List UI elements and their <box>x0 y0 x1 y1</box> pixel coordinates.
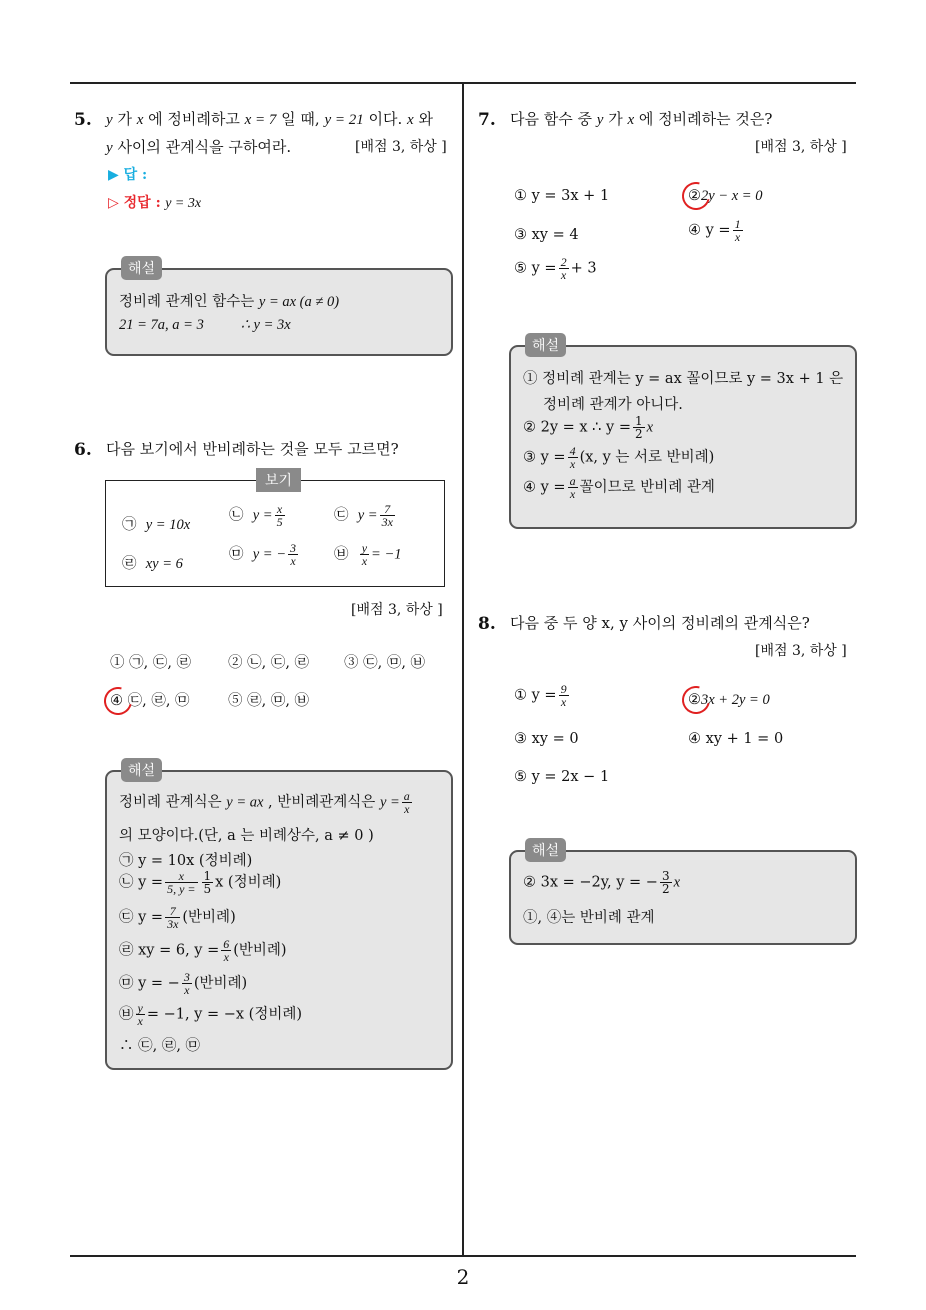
solution-tag: 해설 <box>525 838 566 862</box>
solution-line: ㉢ y = $\frac{7}{3x}$ (반비례) <box>119 904 236 931</box>
bogi-tag: 보기 <box>256 468 301 492</box>
question-number: 8. <box>478 614 496 634</box>
question-number: 6. <box>74 440 92 460</box>
solution-line: ㉠ y = 10x (정비례) <box>119 853 253 869</box>
option-1[interactable]: ① ㉠, ㉢, ㉣ <box>110 655 192 671</box>
solution-box <box>509 338 857 529</box>
solution-line: ㉤ y = − $\frac{3}{x}$ (반비례) <box>119 970 248 997</box>
option-2-selected[interactable]: ②2y − x = 0 <box>688 188 763 204</box>
question-text: 다음 중 두 양 x, y 사이의 정비례의 관계식은? <box>510 614 810 632</box>
bogi-box <box>105 473 445 587</box>
solution-line: ㉣ xy = 6, y = $\frac{6}{x}$ (반비례) <box>119 937 287 964</box>
option-3[interactable]: ③ ㉢, ㉤, ㉥ <box>344 655 426 671</box>
score-label: [배점 3, 하상 ] <box>351 602 443 618</box>
option-1[interactable]: ① y = 3x + 1 <box>514 188 610 204</box>
option-5[interactable]: ⑤ ㉣, ㉤, ㉥ <box>228 693 310 709</box>
page-number: 2 <box>456 1265 470 1289</box>
solution-line: ①, ④는 반비례 관계 <box>523 910 655 926</box>
option-2-selected[interactable]: ②3x + 2y = 0 <box>688 692 770 708</box>
solution-tag: 해설 <box>121 256 162 280</box>
option-1[interactable]: ① y = $\frac{9}{x}$ <box>514 682 567 709</box>
option-3[interactable]: ③ xy = 0 <box>514 731 579 747</box>
correct-answer: ▷ 정답 : y = 3x <box>108 195 202 211</box>
solution-tag: 해설 <box>121 758 162 782</box>
solution-line: 정비례 관계가 아니다. <box>543 397 683 413</box>
bogi-item: ㉤ y = − $\frac{3}{x}$ <box>229 541 296 568</box>
solution-line: ∴ ㉢, ㉣, ㉤ <box>119 1038 201 1054</box>
bogi-item: ㉢ y = $\frac{7}{3x}$ <box>334 502 393 529</box>
option-3[interactable]: ③ xy = 4 <box>514 227 579 243</box>
solution-line: ㉥ $\frac{y}{x}$ = −1, y = −x (정비례) <box>119 1001 303 1028</box>
solution-box <box>509 843 857 945</box>
answer-label: ▶ 답 : <box>108 167 148 183</box>
solution-line: 21 = 7a, a = 3 ∴ y = 3x <box>119 317 291 333</box>
bogi-item: ㉥ $\frac{y}{x}$ = −1 <box>334 541 402 568</box>
solution-box <box>105 763 453 1070</box>
solution-line: 정비례 관계식은 y = ax , 반비례관계식은 y = $\frac{a}{x}$ <box>119 789 410 816</box>
bogi-item: ㉠ y = 10x <box>122 517 191 533</box>
question-text: 다음 보기에서 반비례하는 것을 모두 고르면? <box>106 440 399 458</box>
solution-line: ② 2y = x ∴ y = $\frac{1}{2}$ x <box>523 414 654 441</box>
bottom-rule <box>70 1255 856 1257</box>
score-label: [배점 3, 하상 ] <box>755 139 847 155</box>
answer-circle-icon: ② <box>688 692 701 708</box>
solution-line: ④ y = $\frac{a}{x}$ 꼴이므로 반비례 관계 <box>523 474 715 501</box>
bogi-item: ㉣ xy = 6 <box>122 556 183 572</box>
column-divider <box>462 82 464 1257</box>
answer-circle-icon: ② <box>688 188 701 204</box>
question-text: 다음 함수 중 y 가 x 에 정비례하는 것은? <box>510 110 773 128</box>
solution-line: ① 정비례 관계는 y = ax 꼴이므로 y = 3x + 1 은 <box>523 371 844 387</box>
option-2[interactable]: ② ㉡, ㉢, ㉣ <box>228 655 310 671</box>
solution-line: 의 모양이다.(단, a 는 비례상수, a ≠ 0 ) <box>119 828 374 844</box>
score-label: [배점 3, 하상 ] <box>355 139 447 155</box>
question-number: 7. <box>478 110 496 130</box>
solution-line: 정비례 관계인 함수는 y = ax (a ≠ 0) <box>119 294 340 310</box>
question-text: y 가 x 에 정비례하고 x = 7 일 때, y = 21 이다. x 와 y 사이의 관계식을 구하여라. <box>106 110 433 156</box>
solution-line: ② 3x = −2y, y = − $\frac{3}{2}$ x <box>523 869 681 896</box>
question-number: 5. <box>74 110 92 130</box>
solution-tag: 해설 <box>525 333 566 357</box>
score-label: [배점 3, 하상 ] <box>755 643 847 659</box>
bogi-item: ㉡ y = $\frac{x}{5}$ <box>229 502 283 529</box>
solution-line: ㉡ y = $\frac{x}{5, y =}$ $\frac{1}{5}$ x (정비례) <box>119 869 282 896</box>
option-5[interactable]: ⑤ y = $\frac{2}{x}$ + 3 <box>514 255 597 282</box>
solution-line: ③ y = $\frac{4}{x}$ (x, y 는 서로 반비례) <box>523 444 715 471</box>
answer-circle-icon: ④ <box>110 693 123 709</box>
option-4[interactable]: ④ y = $\frac{1}{x}$ <box>688 217 741 244</box>
option-5[interactable]: ⑤ y = 2x − 1 <box>514 769 610 785</box>
option-4[interactable]: ④ xy + 1 = 0 <box>688 731 784 747</box>
option-4-selected[interactable]: ④ ㉢, ㉣, ㉤ <box>110 693 190 709</box>
solution-box <box>105 261 453 356</box>
